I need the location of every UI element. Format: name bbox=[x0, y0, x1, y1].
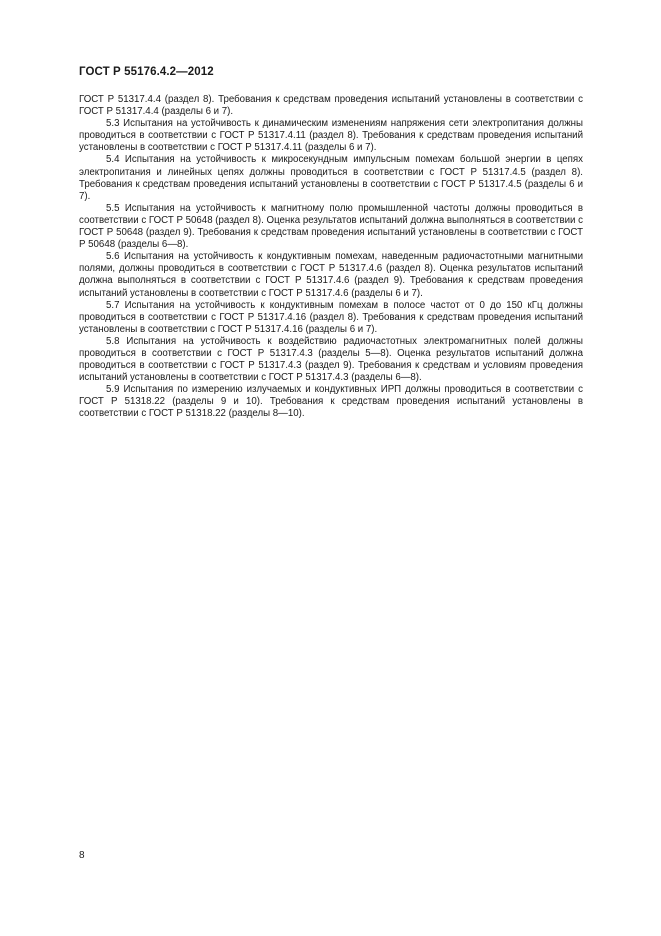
document-header: ГОСТ Р 55176.4.2—2012 bbox=[79, 66, 214, 78]
paragraph-5-6: 5.6 Испытания на устойчивость к кондуктивным помехам, наведенным радиочастотными магнитными полями, должны проводиться в соответствии с ГОСТ Р 51317.4.6 (раздел 8). Оценка результатов испытаний должна выполняться в соответствии с ГОСТ Р 51317.4.6 (раздел 9). Требования к средствам проведения испытаний установлены в соответствии с ГОСТ Р 51317.4.6 (разделы 6 и 7). bbox=[79, 251, 583, 299]
paragraph-5-7: 5.7 Испытания на устойчивость к кондуктивным помехам в полосе частот от 0 до 150 кГц должны проводиться в соответствии с ГОСТ Р 51317.4.16 (раздел 8). Требования к средствам проведения испытаний установлены в соответствии с ГОСТ Р 51317.4.16 (разделы 6 и 7). bbox=[79, 299, 583, 335]
document-body bbox=[79, 94, 583, 421]
paragraph-continuation: ГОСТ Р 51317.4.4 (раздел 8). Требования к средствам проведения испытаний установлены в соответствии с ГОСТ Р 51317.4.4 (разделы 6 и 7). bbox=[79, 94, 583, 118]
paragraph-5-4: 5.4 Испытания на устойчивость к микросекундным импульсным помехам большой энергии в цепях электропитания и линейных цепях должны проводиться в соответствии с ГОСТ Р 51317.4.5 (раздел 8). Требования к средствам проведения испытаний установлены в соответствии с ГОСТ Р 51317.4.5 (разделы 6 и 7). bbox=[79, 154, 583, 202]
paragraph-5-5: 5.5 Испытания на устойчивость к магнитному полю промышленной частоты должны проводиться в соответствии с ГОСТ Р 50648 (раздел 8). Оценка результатов испытаний должна выполняться в соответствии с ГОСТ Р 50648 (раздел 9). Требования к средствам проведения испытаний установлены в соответствии с ГОСТ Р 50648 (разделы 6—8). bbox=[79, 202, 583, 251]
paragraph-5-3: 5.3 Испытания на устойчивость к динамическим изменениям напряжения сети электропитания должны проводиться в соответствии с ГОСТ Р 51317.4.11 (раздел 8). Требования к средствам проведения испытаний установлены в соответствии с ГОСТ Р 51317.4.11 (разделы 6 и 7). bbox=[79, 118, 583, 154]
paragraph-5-9: 5.9 Испытания по измерению излучаемых и кондуктивных ИРП должны проводиться в соответствии с ГОСТ Р 51318.22 (разделы 9 и 10). Требования к средствам проведения испытаний установлены в соответствии с ГОСТ Р 51318.22 (разделы 8—10). bbox=[79, 384, 583, 420]
paragraph-5-8: 5.8 Испытания на устойчивость к воздействию радиочастотных электромагнитных полей должны проводиться в соответствии с ГОСТ Р 51317.4.3 (разделы 5—8). Оценка результатов испытаний должна проводиться в соответствии с ГОСТ Р 51317.4.3 (раздел 9). Требования к средствам и условиям проведения испытаний установлены в соответствии с ГОСТ Р 51317.4.3 (разделы 6—8). bbox=[79, 335, 583, 384]
page-number: 8 bbox=[79, 850, 85, 861]
